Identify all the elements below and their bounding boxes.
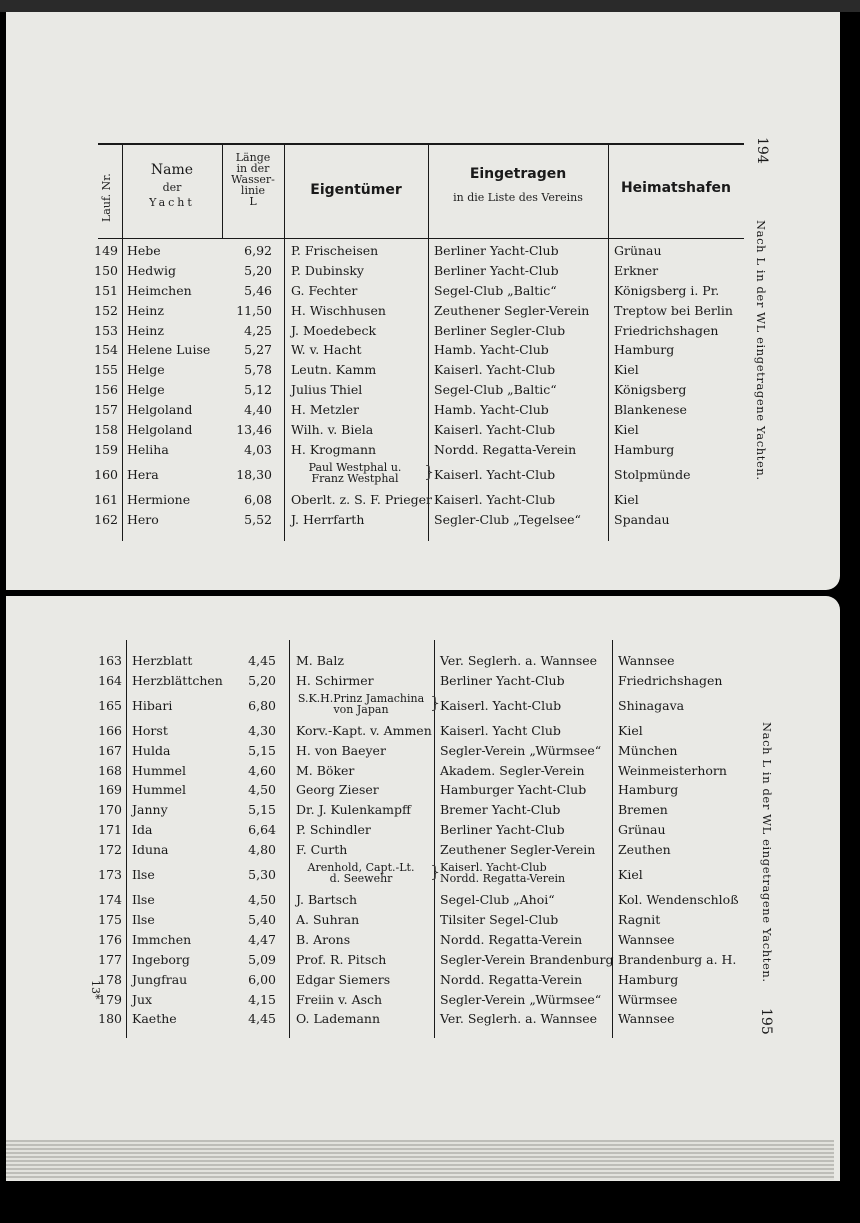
page-number: 195 <box>758 1008 774 1035</box>
yacht-name: Helgoland <box>127 402 193 418</box>
yacht-number: 171 <box>98 822 122 838</box>
registered-club: Berliner Yacht-Club <box>440 672 565 688</box>
waterline-length: 13,46 <box>236 422 272 438</box>
page-195 <box>6 596 840 1181</box>
header-lauf-nr: Lauf. Nr. <box>100 173 113 222</box>
yacht-number: 167 <box>98 742 122 758</box>
owner: Leutn. Kamm <box>291 362 377 378</box>
col-divider <box>612 640 613 1038</box>
home-port: Würmsee <box>618 991 678 1007</box>
owner: Wilh. v. Biela <box>291 422 374 438</box>
yacht-name: Heimchen <box>127 282 192 298</box>
home-port: Spandau <box>614 511 670 527</box>
home-port: Kiel <box>614 422 639 438</box>
owner: W. v. Hacht <box>291 342 362 358</box>
yacht-name: Helge <box>127 382 165 398</box>
header-heimatshafen: Heimatshafen <box>620 180 732 196</box>
yacht-name: Hummel <box>132 762 187 778</box>
header-laenge-line4: linie <box>240 184 266 197</box>
home-port: Hamburg <box>614 441 675 457</box>
waterline-length: 6,08 <box>244 491 272 507</box>
home-port: Kiel <box>614 362 639 378</box>
header-laenge-line5: L <box>249 195 257 208</box>
yacht-name: Hera <box>127 466 159 482</box>
home-port: Wannsee <box>618 1011 675 1027</box>
waterline-length: 5,30 <box>248 867 276 883</box>
yacht-number: 172 <box>98 842 122 858</box>
yacht-name: Helene Luise <box>127 342 211 358</box>
owner: Dr. J. Kulenkampff <box>296 802 411 818</box>
owner: Arenhold, Capt.-Lt. <box>307 861 415 875</box>
book-page-edges <box>6 1140 834 1180</box>
running-head: Nach L in der WL eingetragene Yachten. <box>760 722 774 983</box>
yacht-number: 164 <box>98 672 122 688</box>
yacht-number: 150 <box>94 262 118 278</box>
registered-club: Hamb. Yacht-Club <box>434 402 549 418</box>
yacht-name: Hermione <box>127 491 191 507</box>
header-name <box>122 162 222 208</box>
registered-club: Nordd. Regatta-Verein <box>434 441 577 457</box>
home-port: Kiel <box>618 722 643 738</box>
yacht-name: Ilse <box>132 867 155 883</box>
yacht-name: Hebe <box>127 242 161 258</box>
yacht-name: Herzblatt <box>132 652 193 668</box>
waterline-length: 5,15 <box>248 742 276 758</box>
owner: H. Metzler <box>291 402 360 418</box>
registered-club: Segel-Club „Ahoi“ <box>440 892 555 908</box>
yacht-name: Immchen <box>132 931 192 947</box>
yacht-name: Helge <box>127 362 165 378</box>
header-bottom-rule <box>98 238 744 239</box>
owner: Oberlt. z. S. F. Prieger <box>291 491 433 507</box>
waterline-length: 6,80 <box>248 697 276 713</box>
yacht-name: Helgoland <box>127 422 193 438</box>
waterline-length: 11,50 <box>236 302 272 318</box>
registered-club: Berliner Yacht-Club <box>440 822 565 838</box>
waterline-length: 4,60 <box>248 762 276 778</box>
waterline-length: 4,50 <box>248 892 276 908</box>
yacht-name: Herzblättchen <box>132 672 223 688</box>
registered-club: Berliner Yacht-Club <box>434 242 559 258</box>
home-port: Treptow bei Berlin <box>614 302 733 318</box>
owner: H. von Baeyer <box>296 742 386 758</box>
home-port: Bremen <box>618 802 668 818</box>
owner: F. Curth <box>296 842 348 858</box>
brace-mark: } <box>430 692 441 712</box>
page-194 <box>6 12 840 590</box>
owner: A. Suhran <box>296 911 360 927</box>
yacht-name: Ilse <box>132 892 155 908</box>
yacht-number: 174 <box>98 892 122 908</box>
waterline-length: 4,25 <box>244 322 272 338</box>
owner: Paul Westphal u. <box>308 460 402 474</box>
page-number: 194 <box>754 137 770 164</box>
waterline-length: 5,78 <box>244 362 272 378</box>
registered-club: Hamburger Yacht-Club <box>440 782 587 798</box>
header-laenge-line2: in der <box>236 162 270 175</box>
owner: M. Böker <box>296 762 355 778</box>
yacht-number: 173 <box>98 867 122 883</box>
brace-mark: } <box>424 461 435 481</box>
owner: J. Bartsch <box>296 892 358 908</box>
registered-club: Berliner Yacht-Club <box>434 262 559 278</box>
yacht-name: Heinz <box>127 322 164 338</box>
yacht-number: 170 <box>98 802 122 818</box>
yacht-number: 165 <box>98 697 122 713</box>
registered-club: Kaiserl. Yacht-Club <box>434 466 556 482</box>
waterline-length: 4,03 <box>244 441 272 457</box>
yacht-number: 166 <box>98 722 122 738</box>
scan-top-edge <box>0 0 860 12</box>
home-port: Weinmeisterhorn <box>618 762 727 778</box>
registered-club: Ver. Seglerh. a. Wannsee <box>440 1011 598 1027</box>
registered-club: Zeuthener Segler-Verein <box>440 842 596 858</box>
waterline-length: 5,40 <box>248 911 276 927</box>
waterline-length: 5,20 <box>244 262 272 278</box>
registered-club: Tilsiter Segel-Club <box>440 911 559 927</box>
header-laenge-line1: Länge <box>235 151 271 164</box>
yacht-number: 158 <box>94 422 118 438</box>
home-port: Kiel <box>618 867 643 883</box>
yacht-number: 149 <box>94 242 118 258</box>
table-top-rule <box>98 143 744 145</box>
col-divider <box>608 145 609 541</box>
registered-club: Akadem. Segler-Verein <box>440 762 585 778</box>
registered-club: Berliner Segler-Club <box>434 322 566 338</box>
registered-club: Nordd. Regatta-Verein <box>440 971 583 987</box>
owner-line2: Franz Westphal <box>311 471 399 485</box>
registered-club-line2: Nordd. Regatta-Verein <box>440 872 566 886</box>
yacht-number: 168 <box>98 762 122 778</box>
header-laenge <box>222 152 284 207</box>
yacht-number: 155 <box>94 362 118 378</box>
signature-mark: 13* <box>89 980 102 1000</box>
yacht-number: 159 <box>94 441 118 457</box>
home-port: Grünau <box>618 822 666 838</box>
owner: J. Herrfarth <box>291 511 365 527</box>
yacht-number: 152 <box>94 302 118 318</box>
owner: Georg Zieser <box>296 782 379 798</box>
home-port: Brandenburg a. H. <box>618 951 737 967</box>
owner: J. Moedebeck <box>291 322 377 338</box>
running-head: Nach L in der WL eingetragene Yachten. <box>754 220 768 481</box>
home-port: Königsberg i. Pr. <box>614 282 720 298</box>
registered-club: Kaiserl. Yacht-Club <box>440 861 547 875</box>
owner: B. Arons <box>296 931 351 947</box>
yacht-number: 176 <box>98 931 122 947</box>
home-port: Erkner <box>614 262 659 278</box>
yacht-number: 153 <box>94 322 118 338</box>
yacht-name: Janny <box>132 802 168 818</box>
owner-line2: d. Seewehr <box>329 872 393 886</box>
yacht-number: 179 <box>98 991 122 1007</box>
yacht-name: Horst <box>132 722 168 738</box>
waterline-length: 6,00 <box>248 971 276 987</box>
yacht-number: 156 <box>94 382 118 398</box>
yacht-number: 178 <box>98 971 122 987</box>
owner: H. Wischhusen <box>291 302 386 318</box>
yacht-number: 180 <box>98 1011 122 1027</box>
header-eingetragen <box>428 166 608 203</box>
home-port: Wannsee <box>618 931 675 947</box>
registered-club: Bremer Yacht-Club <box>440 802 561 818</box>
yacht-number: 157 <box>94 402 118 418</box>
owner: H. Krogmann <box>291 441 377 457</box>
home-port: Hamburg <box>614 342 675 358</box>
home-port: Grünau <box>614 242 662 258</box>
waterline-length: 5,20 <box>248 672 276 688</box>
waterline-length: 5,52 <box>244 511 272 527</box>
home-port: München <box>618 742 678 758</box>
brace-mark: } <box>430 862 441 882</box>
header-name-line3: Yacht <box>149 196 195 209</box>
waterline-length: 5,15 <box>248 802 276 818</box>
waterline-length: 4,40 <box>244 402 272 418</box>
registered-club: Segler-Club „Tegelsee“ <box>434 511 581 527</box>
home-port: Hamburg <box>618 971 679 987</box>
home-port: Shinagava <box>618 697 685 713</box>
header-eingetragen-line1: Eingetragen <box>469 166 567 182</box>
registered-club: Segel-Club „Baltic“ <box>434 382 557 398</box>
home-port: Hamburg <box>618 782 679 798</box>
registered-club: Hamb. Yacht-Club <box>434 342 549 358</box>
yacht-name: Jungfrau <box>132 971 188 987</box>
home-port: Friedrichshagen <box>614 322 719 338</box>
owner: O. Lademann <box>296 1011 381 1027</box>
registered-club: Segler-Verein Brandenburg <box>440 951 614 967</box>
registered-club: Kaiserl. Yacht Club <box>440 722 561 738</box>
yacht-number: 160 <box>94 466 118 482</box>
yacht-name: Hibari <box>132 697 173 713</box>
yacht-name: Hulda <box>132 742 171 758</box>
registered-club: Zeuthener Segler-Verein <box>434 302 590 318</box>
header-name-line2: der <box>162 181 182 194</box>
yacht-name: Heinz <box>127 302 164 318</box>
yacht-name: Ingeborg <box>132 951 190 967</box>
owner: Korv.-Kapt. v. Ammen <box>296 722 432 738</box>
registered-club: Segel-Club „Baltic“ <box>434 282 557 298</box>
waterline-length: 4,45 <box>248 1011 276 1027</box>
owner: G. Fechter <box>291 282 358 298</box>
registered-club: Segler-Verein „Würmsee“ <box>440 742 602 758</box>
owner: P. Dubinsky <box>291 262 364 278</box>
yacht-name: Jux <box>132 991 153 1007</box>
waterline-length: 5,12 <box>244 382 272 398</box>
waterline-length: 4,15 <box>248 991 276 1007</box>
waterline-length: 6,92 <box>244 242 272 258</box>
owner-line2: von Japan <box>333 702 389 716</box>
owner: Freiin v. Asch <box>296 991 383 1007</box>
header-name-line1: Name <box>150 162 194 178</box>
yacht-name: Hedwig <box>127 262 176 278</box>
waterline-length: 4,30 <box>248 722 276 738</box>
yacht-number: 162 <box>94 511 118 527</box>
yacht-number: 177 <box>98 951 122 967</box>
home-port: Ragnit <box>618 911 661 927</box>
yacht-number: 163 <box>98 652 122 668</box>
col-divider <box>126 640 127 1038</box>
waterline-length: 4,45 <box>248 652 276 668</box>
waterline-length: 4,47 <box>248 931 276 947</box>
registered-club: Kaiserl. Yacht-Club <box>434 362 556 378</box>
waterline-length: 6,64 <box>248 822 276 838</box>
header-eingetragen-line2: in die Liste des Vereins <box>453 191 583 204</box>
yacht-number: 161 <box>94 491 118 507</box>
yacht-number: 175 <box>98 911 122 927</box>
home-port: Blankenese <box>614 402 687 418</box>
owner: Julius Thiel <box>291 382 363 398</box>
owner: Edgar Siemers <box>296 971 391 987</box>
owner: M. Balz <box>296 652 344 668</box>
yacht-name: Hero <box>127 511 159 527</box>
yacht-name: Hummel <box>132 782 187 798</box>
owner: P. Schindler <box>296 822 371 838</box>
home-port: Wannsee <box>618 652 675 668</box>
owner: P. Frischeisen <box>291 242 379 258</box>
owner: Prof. R. Pitsch <box>296 951 387 967</box>
registered-club: Segler-Verein „Würmsee“ <box>440 991 602 1007</box>
owner: S.K.H.Prinz Jamachina <box>297 691 425 705</box>
waterline-length: 5,27 <box>244 342 272 358</box>
yacht-number: 154 <box>94 342 118 358</box>
waterline-length: 4,80 <box>248 842 276 858</box>
registered-club: Kaiserl. Yacht-Club <box>434 491 556 507</box>
yacht-name: Ilse <box>132 911 155 927</box>
yacht-number: 151 <box>94 282 118 298</box>
home-port: Zeuthen <box>618 842 671 858</box>
registered-club: Kaiserl. Yacht-Club <box>434 422 556 438</box>
registered-club: Nordd. Regatta-Verein <box>440 931 583 947</box>
home-port: Stolpmünde <box>614 466 691 482</box>
waterline-length: 4,50 <box>248 782 276 798</box>
owner: H. Schirmer <box>296 672 374 688</box>
home-port: Kol. Wendenschloß <box>618 892 739 908</box>
home-port: Königsberg <box>614 382 687 398</box>
header-laenge-line3: Wasser- <box>231 173 275 186</box>
yacht-name: Iduna <box>132 842 169 858</box>
yacht-number: 169 <box>98 782 122 798</box>
registered-club: Ver. Seglerh. a. Wannsee <box>440 652 598 668</box>
waterline-length: 5,46 <box>244 282 272 298</box>
header-eigentuemer: Eigentümer <box>310 182 402 198</box>
yacht-name: Kaethe <box>132 1011 177 1027</box>
home-port: Kiel <box>614 491 639 507</box>
home-port: Friedrichshagen <box>618 672 723 688</box>
waterline-length: 5,09 <box>248 951 276 967</box>
yacht-name: Heliha <box>127 441 169 457</box>
yacht-name: Ida <box>132 822 153 838</box>
registered-club: Kaiserl. Yacht-Club <box>440 697 562 713</box>
waterline-length: 18,30 <box>236 466 272 482</box>
